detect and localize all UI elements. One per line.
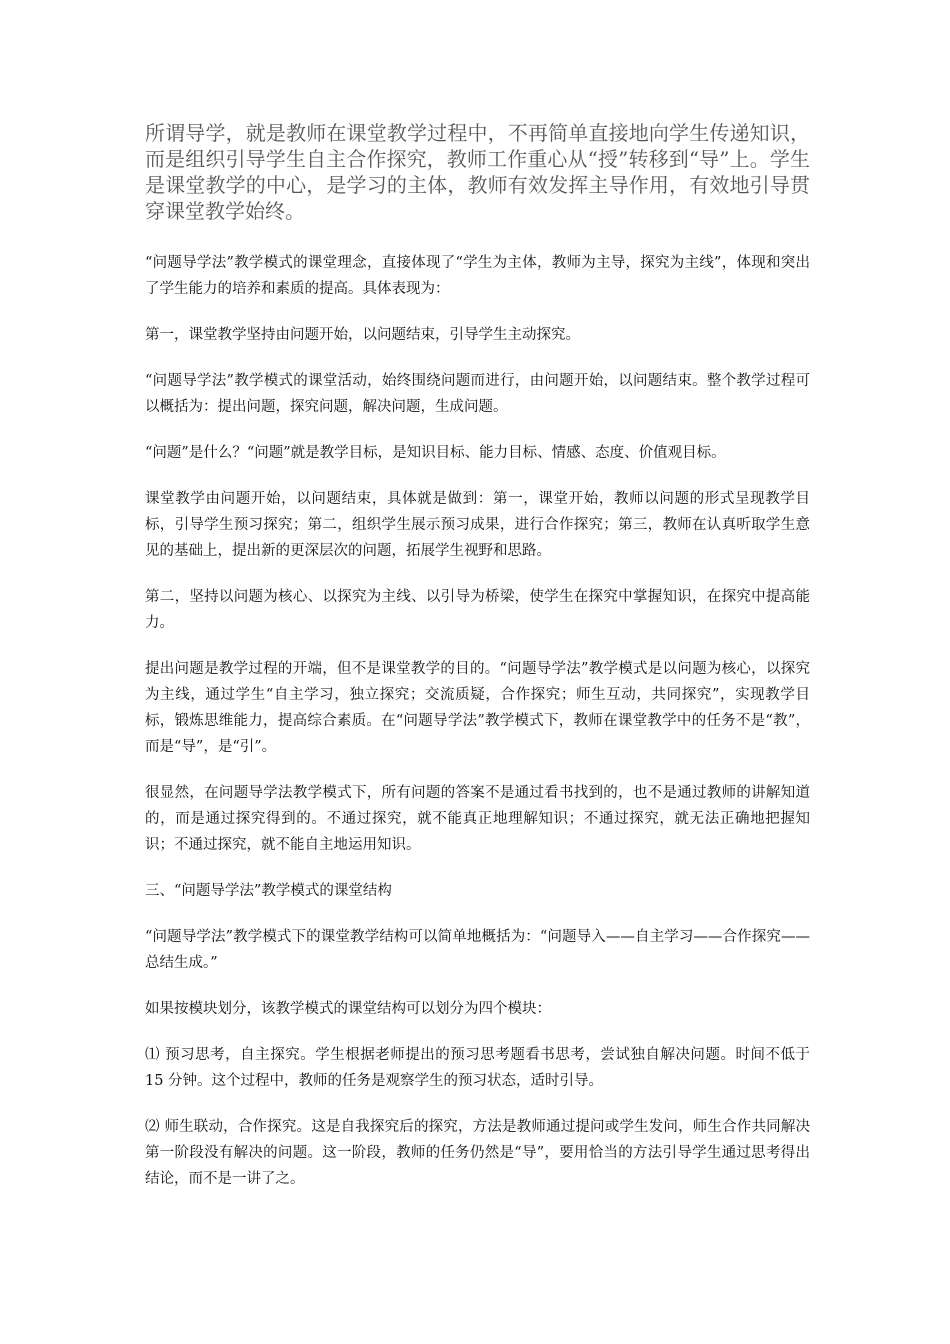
list-item: ⑴ 预习思考，自主探究。学生根据老师提出的预习思考题看书思考，尝试独自解决问题。时间不低于 15 分钟。这个过程中，教师的任务是观察学生的预习状态，适时引导。 — [145, 1047, 810, 1089]
body-paragraph: 很显然，在问题导学法教学模式下，所有问题的答案不是通过看书找到的，也不是通过教师的讲解知道的，而是通过探究得到的。不通过探究，就不能真正地理解知识；不通过探究，就无法正确地把握知识；不通过探究，就不能自主地运用知识。 — [145, 785, 810, 853]
section-heading: 三、“问题导学法”教学模式的课堂结构 — [145, 883, 392, 899]
list-item: ⑵ 师生联动，合作探究。这是自我探究后的探究，方法是教师通过提问或学生发问，师生合作共同解决第一阶段没有解决的问题。这一阶段，教师的任务仍然是“导”，要用恰当的方法引导学生通过思考得出结论，而不是一讲了之。 — [145, 1119, 810, 1187]
body-paragraph: 第二，坚持以问题为核心、以探究为主线、以引导为桥梁，使学生在探究中掌握知识，在探究中提高能力。 — [145, 589, 810, 631]
body-paragraph: “问题导学法”教学模式的课堂活动，始终围绕问题而进行，由问题开始，以问题结束。整个教学过程可以概括为：提出问题，探究问题，解决问题，生成问题。 — [145, 373, 810, 415]
body-paragraph: “问题导学法”教学模式下的课堂教学结构可以简单地概括为：“问题导入——自主学习——合作探究——总结生成。” — [145, 929, 810, 971]
body-paragraph: “问题导学法”教学模式的课堂理念，直接体现了“学生为主体，教师为主导，探究为主线”，体现和突出了学生能力的培养和素质的提高。具体表现为： — [145, 255, 810, 297]
body-paragraph: 如果按模块划分，该教学模式的课堂结构可以划分为四个模块： — [145, 1001, 551, 1017]
body-paragraph: “问题”是什么？“问题”就是教学目标，是知识目标、能力目标、情感、态度、价值观目标。 — [145, 445, 726, 461]
document-page — [145, 120, 810, 1212]
body-paragraph: 第一，课堂教学坚持由问题开始，以问题结束，引导学生主动探究。 — [145, 327, 580, 343]
body-paragraph: 提出问题是教学过程的开端，但不是课堂教学的目的。“问题导学法”教学模式是以问题为核心，以探究为主线，通过学生“自主学习，独立探究；交流质疑，合作探究；师生互动，共同探究”，实现教学目标，锻炼思维能力，提高综合素质。在“问题导学法”教学模式下，教师在课堂教学中的任务不是“教”，而是“导”，是“引”。 — [145, 661, 810, 755]
lead-paragraph: 所谓导学，就是教师在课堂教学过程中，不再简单直接地向学生传递知识，而是组织引导学生自主合作探究，教师工作重心从“授”转移到“导”上。学生是课堂教学的中心，是学习的主体，教师有效发挥主导作用，有效地引导贯穿课堂教学始终。 — [145, 121, 810, 223]
body-paragraph: 课堂教学由问题开始，以问题结束，具体就是做到：第一，课堂开始，教师以问题的形式呈现教学目标，引导学生预习探究；第二，组织学生展示预习成果，进行合作探究；第三，教师在认真听取学生意见的基础上，提出新的更深层次的问题，拓展学生视野和思路。 — [145, 491, 810, 559]
